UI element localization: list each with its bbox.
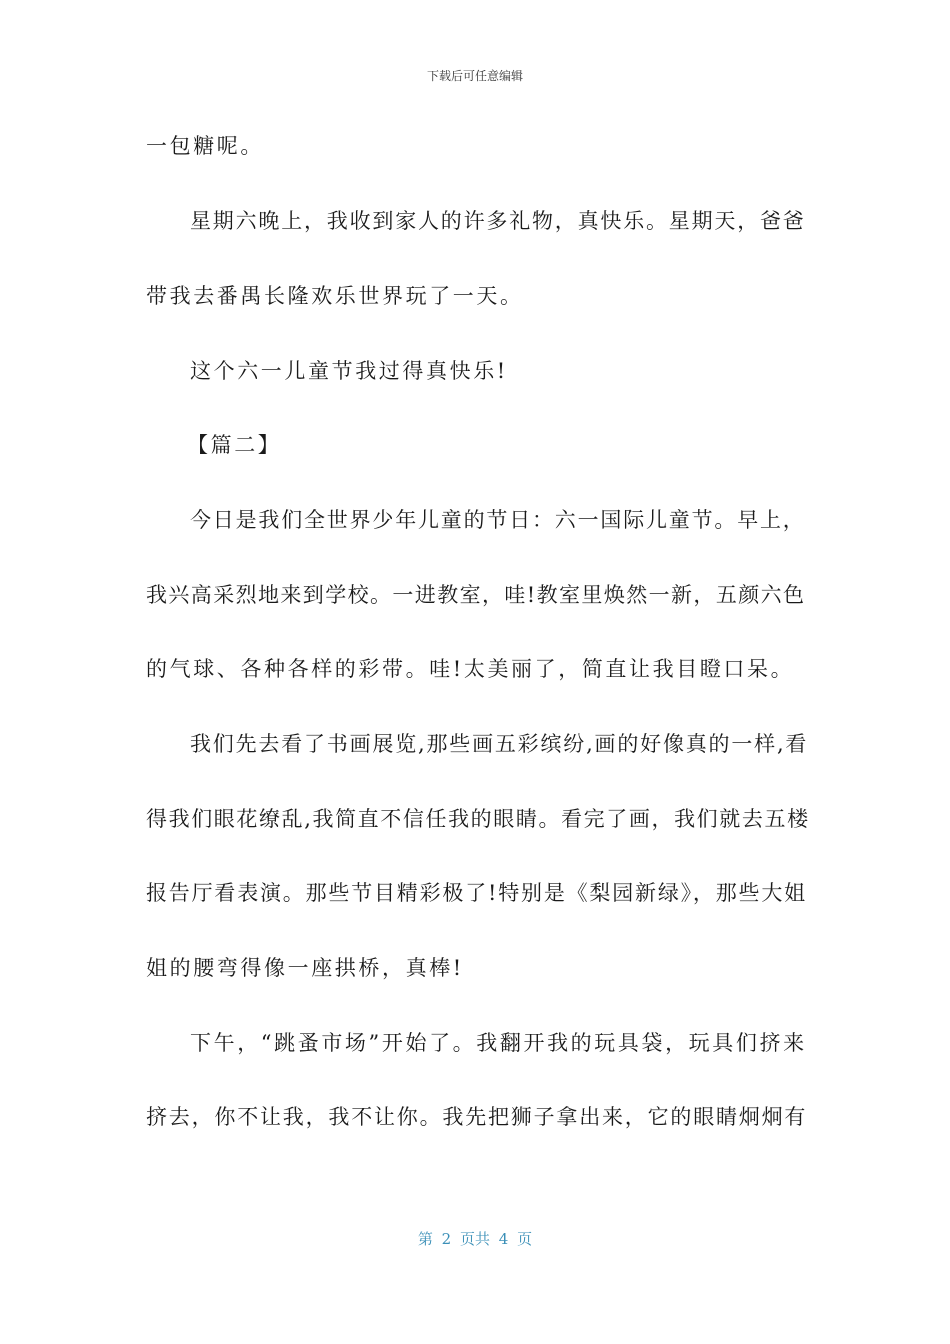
text-line: 我们先去看了书画展览,那些画五彩缤纷,画的好像真的一样,看 <box>190 732 809 756</box>
page-footer: 第 2 页共 4 页 <box>417 1230 533 1248</box>
text-line: 的气球、各种各样的彩带。哇!太美丽了，简直让我目瞪口呆。 <box>146 657 795 681</box>
text-line: 得我们眼花缭乱,我简直不信任我的眼睛。看完了画，我们就去五楼 <box>146 807 810 831</box>
text-line: 姐的腰弯得像一座拱桥，真棒! <box>146 956 464 980</box>
text-line: 挤去，你不让我，我不让你。我先把狮子拿出来，它的眼睛炯炯有 <box>146 1105 808 1129</box>
section-heading: 【篇二】 <box>187 433 282 457</box>
text-line: 星期六晚上，我收到家人的许多礼物，真快乐。星期天，爸爸 <box>190 209 806 233</box>
text-line: 我兴高采烈地来到学校。一进教室，哇!教室里焕然一新，五颜六色 <box>146 583 806 607</box>
text-line: 一包糖呢。 <box>146 134 264 158</box>
text-line: 这个六一儿童节我过得真快乐! <box>190 359 508 383</box>
text-line: 今日是我们全世界少年儿童的节日：六一国际儿童节。早上， <box>190 508 806 532</box>
page-header: 下载后可任意编辑 <box>426 69 523 83</box>
text-line: 带我去番禺长隆欢乐世界玩了一天。 <box>146 284 524 308</box>
text-line: 下午，“跳蚤市场”开始了。我翻开我的玩具袋，玩具们挤来 <box>190 1031 807 1055</box>
text-line: 报告厅看表演。那些节目精彩极了!特别是《梨园新绿》，那些大姐 <box>146 881 807 905</box>
